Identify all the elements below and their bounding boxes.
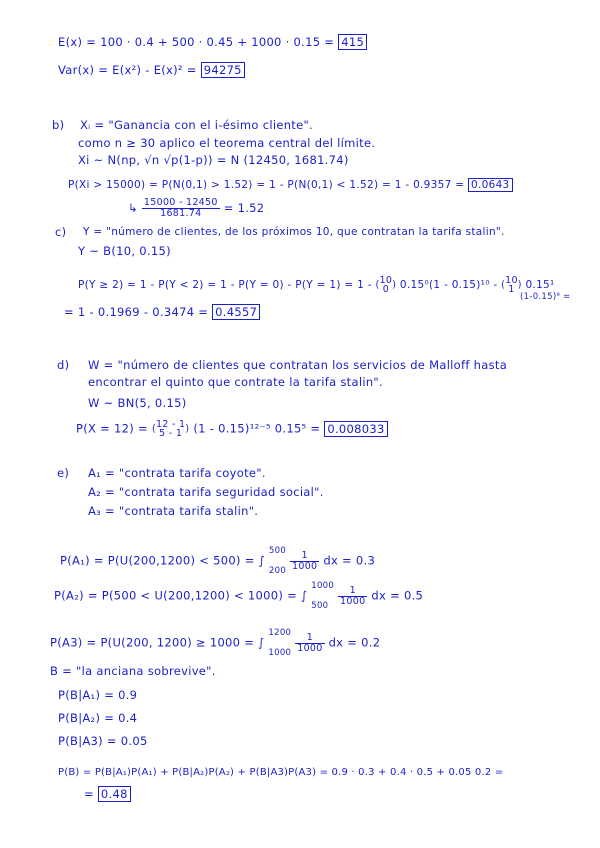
pa1-formula: P(A₁) = P(U(200,1200) < 500) = ∫ <box>60 553 265 568</box>
part-c-definition: Y = "número de clientes, de los próximos 10, que contratan la tarifa stalin". <box>83 226 505 238</box>
binom-top: 12 - 1 <box>155 419 186 430</box>
event-a1: A₁ = "contrata tarifa coyote". <box>88 466 266 480</box>
part-c-prob-tail: 0.15⁰(1 - 0.15)¹⁰ - <box>399 279 498 291</box>
integral-lower: 1000 <box>268 648 292 658</box>
total-result: 0.48 <box>98 786 131 802</box>
pa3-formula: P(A3) = P(U(200, 1200) ≥ 1000 = ∫ <box>50 635 265 650</box>
binom-bottom: 0 <box>382 284 390 295</box>
pa1-line <box>60 545 375 577</box>
part-d-definition: W = "número de clientes que contratan los servicios de Malloff hasta <box>88 358 508 372</box>
part-e-label: e) <box>57 466 70 480</box>
part-b-clt: como n ≥ 30 aplico el teorema central del límite. <box>78 136 376 150</box>
part-d-prob-formula: P(X = 12) = <box>76 421 148 436</box>
part-c-line2-formula: = 1 - 0.1969 - 0.3474 = <box>64 305 209 319</box>
part-b-prob-result: 0.0643 <box>468 178 513 192</box>
binom-bottom: 1 <box>508 284 515 295</box>
part-b-definition: Xᵢ = "Ganancia con el i-ésimo cliente". <box>80 118 314 132</box>
variance-result: 94275 <box>201 62 245 78</box>
integral-upper: 500 <box>268 546 287 556</box>
binom-top: 10 <box>379 275 393 286</box>
part-b-prob-formula: P(Xi > 15000) = P(N(0,1) > 1.52) = 1 - P(N(0,1) < 1.52) = 1 - 0.9357 = <box>68 179 465 191</box>
pb-given-a1: P(B|A₁) = 0.9 <box>58 688 138 702</box>
part-b-probability <box>68 178 513 192</box>
part-d-definition2: encontrar el quinto que contrate la tarifa stalin". <box>88 375 383 389</box>
part-d-result: 0.008033 <box>324 421 387 437</box>
fraction-denominator: 1681.74 <box>160 208 202 219</box>
fraction-denominator: 1000 <box>292 560 318 572</box>
variance-line <box>58 63 245 77</box>
part-b-standardization <box>128 198 264 219</box>
density-fraction <box>338 586 367 607</box>
standardization-result: = 1.52 <box>223 201 265 215</box>
fraction-numerator: 1 <box>295 633 324 644</box>
part-c-distribution: Y ~ B(10, 0.15) <box>78 244 171 258</box>
binom-top: 10 <box>505 275 518 286</box>
density-fraction <box>290 551 319 572</box>
part-c-label: c) <box>55 225 67 239</box>
part-c-probability <box>78 276 555 294</box>
equals-sign: = <box>84 787 94 801</box>
event-b: B = "la anciana sobrevive". <box>50 664 216 678</box>
fraction-numerator: 15000 - 12450 <box>143 197 218 208</box>
part-d-probability <box>76 420 388 438</box>
expectation-formula: E(x) = 100 · 0.4 + 500 · 0.45 + 1000 · 0.15 = <box>58 35 335 49</box>
part-b-label: b) <box>52 118 65 132</box>
binomial-coefficient: ( 12 - 1 5 - 1 ) <box>151 419 190 439</box>
event-a2: A₂ = "contrata tarifa seguridad social". <box>88 485 324 499</box>
integral-lower: 500 <box>311 601 329 611</box>
variance-formula: Var(x) = E(x²) - E(x)² = <box>58 63 197 77</box>
part-c-result: 0.4557 <box>212 304 260 320</box>
standardization-fraction <box>142 198 220 219</box>
pa3-result: dx = 0.2 <box>328 635 381 650</box>
pa3-line <box>50 627 380 659</box>
fraction-numerator: 1 <box>338 586 367 597</box>
event-a3: A₃ = "contrata tarifa stalin". <box>88 504 259 518</box>
pa1-result: dx = 0.3 <box>323 553 376 568</box>
integral-upper: 1000 <box>311 581 335 591</box>
part-d-prob-tail: (1 - 0.15)¹²⁻⁵ 0.15⁵ = <box>193 421 321 436</box>
part-b-distribution: Xi ~ N(np, √n √p(1-p)) = N (12450, 1681.74) <box>78 153 349 167</box>
fraction-numerator: 1 <box>290 551 319 562</box>
part-c-prob-tail3: (1-0.15)⁹ = <box>520 292 571 302</box>
total-result-line <box>84 787 131 801</box>
integral-upper: 1200 <box>268 628 292 638</box>
part-c-prob-formula: P(Y ≥ 2) = 1 - P(Y < 2) = 1 - P(Y = 0) - P(Y = 1) = 1 - <box>78 279 372 291</box>
binomial-coefficient-0: ( 10 0 ) <box>375 275 397 295</box>
pa2-line <box>54 580 423 612</box>
fraction-denominator: 1000 <box>297 642 323 654</box>
expectation-result: 415 <box>338 34 367 50</box>
fraction-denominator: 1000 <box>340 595 366 607</box>
density-fraction <box>295 633 324 654</box>
pa2-formula: P(A₂) = P(500 < U(200,1200) < 1000) = ∫ <box>54 588 308 603</box>
arrow-icon: ↳ <box>128 201 138 215</box>
part-d-label: d) <box>57 358 70 372</box>
pb-given-a2: P(B|A₂) = 0.4 <box>58 711 138 725</box>
binomial-coefficient-1: ( 10 1 ) <box>501 275 522 295</box>
part-d-distribution: W ~ BN(5, 0.15) <box>88 396 187 410</box>
integral-lower: 200 <box>268 566 287 576</box>
total-probability: P(B) = P(B|A₁)P(A₁) + P(B|A₂)P(A₂) + P(B|A3)P(A3) = 0.9 · 0.3 + 0.4 · 0.5 + 0.05 0.2 = <box>58 767 504 778</box>
binom-bottom: 5 - 1 <box>159 428 183 439</box>
pb-given-a3: P(B|A3) = 0.05 <box>58 734 148 748</box>
expectation-line <box>58 35 367 49</box>
pa2-result: dx = 0.5 <box>371 588 424 603</box>
part-c-prob-tail2: 0.15¹ <box>525 279 555 291</box>
part-c-line2 <box>64 305 260 319</box>
